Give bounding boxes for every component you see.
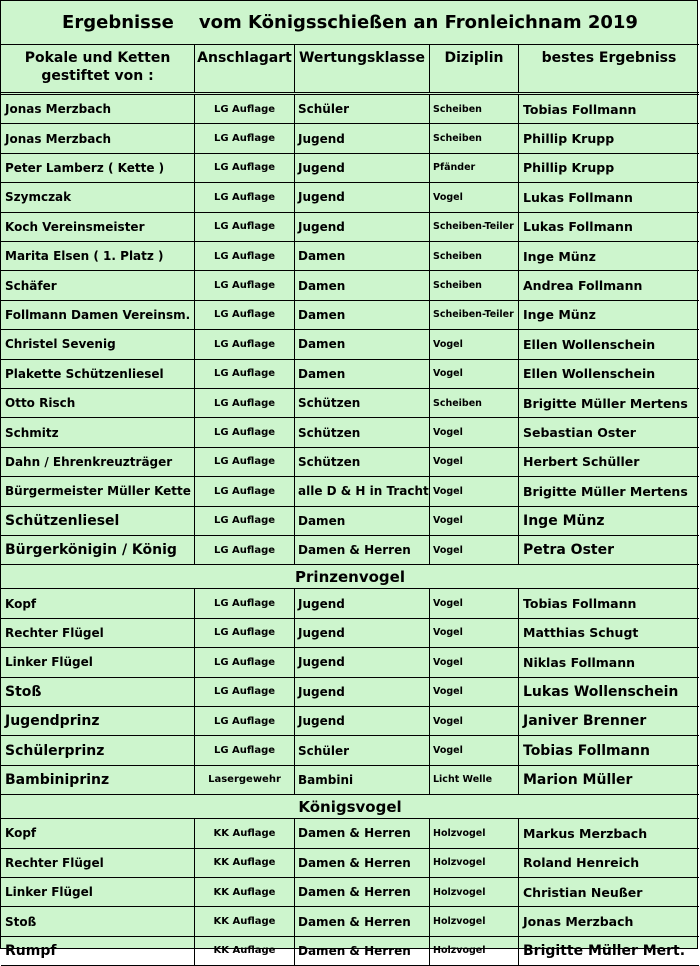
cell-wertungsklasse: Damen xyxy=(295,360,430,388)
cell-diziplin: Vogel xyxy=(430,418,519,446)
cell-wertungsklasse: Schüler xyxy=(295,736,430,764)
cell-ergebnis: Janiver Brenner xyxy=(523,713,647,730)
cell-wertungsklasse: Damen & Herren xyxy=(295,878,430,906)
cell-ergebnis: Christian Neußer xyxy=(523,884,643,900)
cell-wertungsklasse: Damen xyxy=(295,271,430,299)
cell-ergebnis: Jonas Merzbach xyxy=(523,914,634,930)
cell-anschlagart: KK Auflage xyxy=(195,849,295,877)
cell-ergebnis: Roland Henreich xyxy=(523,855,640,871)
cell-ergebnis: Brigitte Müller Mert. xyxy=(523,942,686,959)
cell-anschlagart: Lasergewehr xyxy=(195,766,295,794)
cell-pokal: Plakette Schützenliesel xyxy=(1,360,195,388)
cell-pokal: Szymczak xyxy=(1,183,195,211)
cell-pokal: Jugendprinz xyxy=(1,707,195,735)
cell-pokal: Stoß xyxy=(1,678,195,706)
cell-anschlagart: LG Auflage xyxy=(195,242,295,270)
cell-wertungsklasse: Damen & Herren xyxy=(295,907,430,935)
cell-anschlagart: LG Auflage xyxy=(195,589,295,617)
cell-diziplin: Licht Welle xyxy=(430,766,519,794)
table-row xyxy=(1,589,699,618)
cell-wertungsklasse: Jugend xyxy=(295,648,430,676)
section-koenigsvogel: Königsvogel xyxy=(1,795,699,819)
cell-diziplin: Vogel xyxy=(430,330,519,358)
cell-wertungsklasse: Jugend xyxy=(295,154,430,182)
cell-pokal: Marita Elsen ( 1. Platz ) xyxy=(1,242,195,270)
cell-wertungsklasse: Jugend xyxy=(295,183,430,211)
cell-diziplin: Vogel xyxy=(430,619,519,647)
cell-diziplin: Vogel xyxy=(430,589,519,617)
table-row xyxy=(1,477,699,506)
cell-wertungsklasse: Jugend xyxy=(295,678,430,706)
cell-anschlagart: LG Auflage xyxy=(195,648,295,676)
cell-wertungsklasse: Jugend xyxy=(295,589,430,617)
cell-anschlagart: LG Auflage xyxy=(195,154,295,182)
cell-ergebnis: Ellen Wollenschein xyxy=(523,336,656,352)
cell-wertungsklasse: Jugend xyxy=(295,213,430,241)
table-row xyxy=(1,154,699,183)
cell-anschlagart: LG Auflage xyxy=(195,330,295,358)
cell-wertungsklasse: Damen xyxy=(295,301,430,329)
cell-wertungsklasse: Damen & Herren xyxy=(295,849,430,877)
cell-pokal: Schützenliesel xyxy=(1,507,195,535)
cell-wertungsklasse: Bambini xyxy=(295,766,430,794)
header-anschlagart: Anschlagart xyxy=(195,45,295,93)
cell-diziplin: Vogel xyxy=(430,736,519,764)
table-row xyxy=(1,678,699,707)
cell-diziplin: Scheiben xyxy=(430,124,519,152)
cell-wertungsklasse: Schützen xyxy=(295,389,430,417)
cell-ergebnis: Lukas Follmann xyxy=(523,219,633,235)
cell-wertungsklasse: Damen & Herren xyxy=(295,536,430,564)
cell-wertungsklasse: Damen xyxy=(295,507,430,535)
cell-ergebnis: Matthias Schugt xyxy=(523,625,639,641)
cell-diziplin: Scheiben xyxy=(430,242,519,270)
cell-anschlagart: LG Auflage xyxy=(195,536,295,564)
cell-diziplin: Holzvogel xyxy=(430,819,519,847)
header-pokale: Pokale und Ketten gestiftet von : xyxy=(1,45,195,93)
cell-diziplin: Vogel xyxy=(430,536,519,564)
cell-anschlagart: LG Auflage xyxy=(195,736,295,764)
cell-diziplin: Holzvogel xyxy=(430,878,519,906)
cell-ergebnis: Brigitte Müller Mertens xyxy=(523,483,688,499)
cell-anschlagart: LG Auflage xyxy=(195,271,295,299)
cell-anschlagart: LG Auflage xyxy=(195,360,295,388)
table-row xyxy=(1,389,699,418)
table-row xyxy=(1,736,699,765)
cell-pokal: Jonas Merzbach xyxy=(1,124,195,152)
header-wertungsklasse: Wertungsklasse xyxy=(295,45,430,93)
cell-pokal: Bambiniprinz xyxy=(1,766,195,794)
cell-ergebnis: Andrea Follmann xyxy=(523,278,643,294)
table-row xyxy=(1,707,699,736)
table-row xyxy=(1,271,699,300)
cell-ergebnis: Inge Münz xyxy=(523,248,596,264)
cell-wertungsklasse: Schüler xyxy=(295,95,430,123)
table-row xyxy=(1,448,699,477)
cell-ergebnis: Tobias Follmann xyxy=(523,742,650,759)
cell-wertungsklasse: Damen & Herren xyxy=(295,937,430,965)
cell-anschlagart: LG Auflage xyxy=(195,678,295,706)
cell-ergebnis: Brigitte Müller Mertens xyxy=(523,395,688,411)
cell-ergebnis: Tobias Follmann xyxy=(523,596,637,612)
cell-pokal: Stoß xyxy=(1,907,195,935)
cell-anschlagart: KK Auflage xyxy=(195,937,295,965)
cell-pokal: Linker Flügel xyxy=(1,648,195,676)
cell-pokal: Bürgerkönigin / König xyxy=(1,536,195,564)
table-row xyxy=(1,301,699,330)
table-row xyxy=(1,330,699,359)
cell-anschlagart: LG Auflage xyxy=(195,213,295,241)
cell-ergebnis: Inge Münz xyxy=(523,307,596,323)
cell-diziplin: Scheiben-Teiler xyxy=(430,213,519,241)
cell-wertungsklasse: Jugend xyxy=(295,707,430,735)
table-row xyxy=(1,242,699,271)
header-diziplin: Diziplin xyxy=(430,45,519,93)
table-row xyxy=(1,213,699,242)
table-row xyxy=(1,648,699,677)
cell-ergebnis: Marion Müller xyxy=(523,771,633,788)
cell-diziplin: Scheiben xyxy=(430,389,519,417)
cell-diziplin: Vogel xyxy=(430,448,519,476)
cell-anschlagart: LG Auflage xyxy=(195,418,295,446)
cell-diziplin: Vogel xyxy=(430,707,519,735)
cell-pokal: Kopf xyxy=(1,819,195,847)
cell-diziplin: Vogel xyxy=(430,678,519,706)
cell-ergebnis: Lukas Wollenschein xyxy=(523,683,679,700)
table-row xyxy=(1,907,699,936)
cell-ergebnis: Inge Münz xyxy=(523,512,605,529)
cell-ergebnis: Sebastian Oster xyxy=(523,425,636,441)
cell-pokal: Bürgermeister Müller Kette xyxy=(1,477,195,505)
cell-ergebnis: Phillip Krupp xyxy=(523,160,615,176)
table-row xyxy=(1,878,699,907)
cell-wertungsklasse: Schützen xyxy=(295,448,430,476)
cell-pokal: Rechter Flügel xyxy=(1,619,195,647)
cell-wertungsklasse: Damen xyxy=(295,330,430,358)
cell-pokal: Christel Sevenig xyxy=(1,330,195,358)
cell-wertungsklasse: Damen & Herren xyxy=(295,819,430,847)
cell-diziplin: Pfänder xyxy=(430,154,519,182)
cell-diziplin: Holzvogel xyxy=(430,849,519,877)
cell-diziplin: Holzvogel xyxy=(430,937,519,965)
cell-anschlagart: LG Auflage xyxy=(195,477,295,505)
cell-diziplin: Scheiben-Teiler xyxy=(430,301,519,329)
table-row xyxy=(1,124,699,153)
cell-diziplin: Vogel xyxy=(430,477,519,505)
cell-diziplin: Vogel xyxy=(430,507,519,535)
cell-pokal: Linker Flügel xyxy=(1,878,195,906)
cell-pokal: Dahn / Ehrenkreuzträger xyxy=(1,448,195,476)
cell-diziplin: Vogel xyxy=(430,360,519,388)
cell-ergebnis: Ellen Wollenschein xyxy=(523,366,656,382)
cell-pokal: Schäfer xyxy=(1,271,195,299)
table-row xyxy=(1,183,699,212)
table-row xyxy=(1,937,699,966)
cell-wertungsklasse: alle D & H in Tracht xyxy=(295,477,430,505)
cell-anschlagart: KK Auflage xyxy=(195,819,295,847)
header-ergebnis: bestes Ergebniss xyxy=(541,50,677,66)
cell-pokal: Koch Vereinsmeister xyxy=(1,213,195,241)
cell-ergebnis: Markus Merzbach xyxy=(523,825,648,841)
cell-pokal: Follmann Damen Vereinsm. xyxy=(1,301,195,329)
cell-ergebnis: Lukas Follmann xyxy=(523,189,633,205)
cell-anschlagart: LG Auflage xyxy=(195,707,295,735)
cell-wertungsklasse: Damen xyxy=(295,242,430,270)
cell-diziplin: Scheiben xyxy=(430,95,519,123)
cell-wertungsklasse: Schützen xyxy=(295,418,430,446)
cell-anschlagart: LG Auflage xyxy=(195,124,295,152)
table-row xyxy=(1,849,699,878)
table-row xyxy=(1,418,699,447)
table-row xyxy=(1,95,699,124)
cell-diziplin: Vogel xyxy=(430,648,519,676)
cell-pokal: Peter Lamberz ( Kette ) xyxy=(1,154,195,182)
cell-pokal: Schülerprinz xyxy=(1,736,195,764)
cell-anschlagart: LG Auflage xyxy=(195,619,295,647)
cell-pokal: Jonas Merzbach xyxy=(1,95,195,123)
cell-ergebnis: Petra Oster xyxy=(523,542,614,559)
table-row xyxy=(1,507,699,536)
cell-anschlagart: LG Auflage xyxy=(195,507,295,535)
cell-pokal: Rechter Flügel xyxy=(1,849,195,877)
cell-diziplin: Scheiben xyxy=(430,271,519,299)
table-row xyxy=(1,360,699,389)
cell-anschlagart: KK Auflage xyxy=(195,907,295,935)
table-row xyxy=(1,619,699,648)
cell-pokal: Schmitz xyxy=(1,418,195,446)
cell-anschlagart: LG Auflage xyxy=(195,183,295,211)
cell-pokal: Kopf xyxy=(1,589,195,617)
cell-anschlagart: KK Auflage xyxy=(195,878,295,906)
table-row xyxy=(1,766,699,795)
cell-diziplin: Holzvogel xyxy=(430,907,519,935)
cell-wertungsklasse: Jugend xyxy=(295,619,430,647)
cell-pokal: Otto Risch xyxy=(1,389,195,417)
cell-wertungsklasse: Jugend xyxy=(295,124,430,152)
cell-diziplin: Vogel xyxy=(430,183,519,211)
cell-ergebnis: Niklas Follmann xyxy=(523,654,636,670)
cell-ergebnis: Phillip Krupp xyxy=(523,131,615,147)
page-title: Ergebnisse vom Königsschießen an Fronleichnam 2019 xyxy=(1,1,699,45)
cell-anschlagart: LG Auflage xyxy=(195,389,295,417)
cell-ergebnis: Herbert Schüller xyxy=(523,454,640,470)
cell-anschlagart: LG Auflage xyxy=(195,95,295,123)
cell-anschlagart: LG Auflage xyxy=(195,301,295,329)
cell-pokal: Rumpf xyxy=(1,937,195,965)
cell-ergebnis: Tobias Follmann xyxy=(523,101,637,117)
cell-anschlagart: LG Auflage xyxy=(195,448,295,476)
section-prinzenvogel: Prinzenvogel xyxy=(1,565,699,589)
table-row xyxy=(1,819,699,848)
table-row xyxy=(1,536,699,565)
